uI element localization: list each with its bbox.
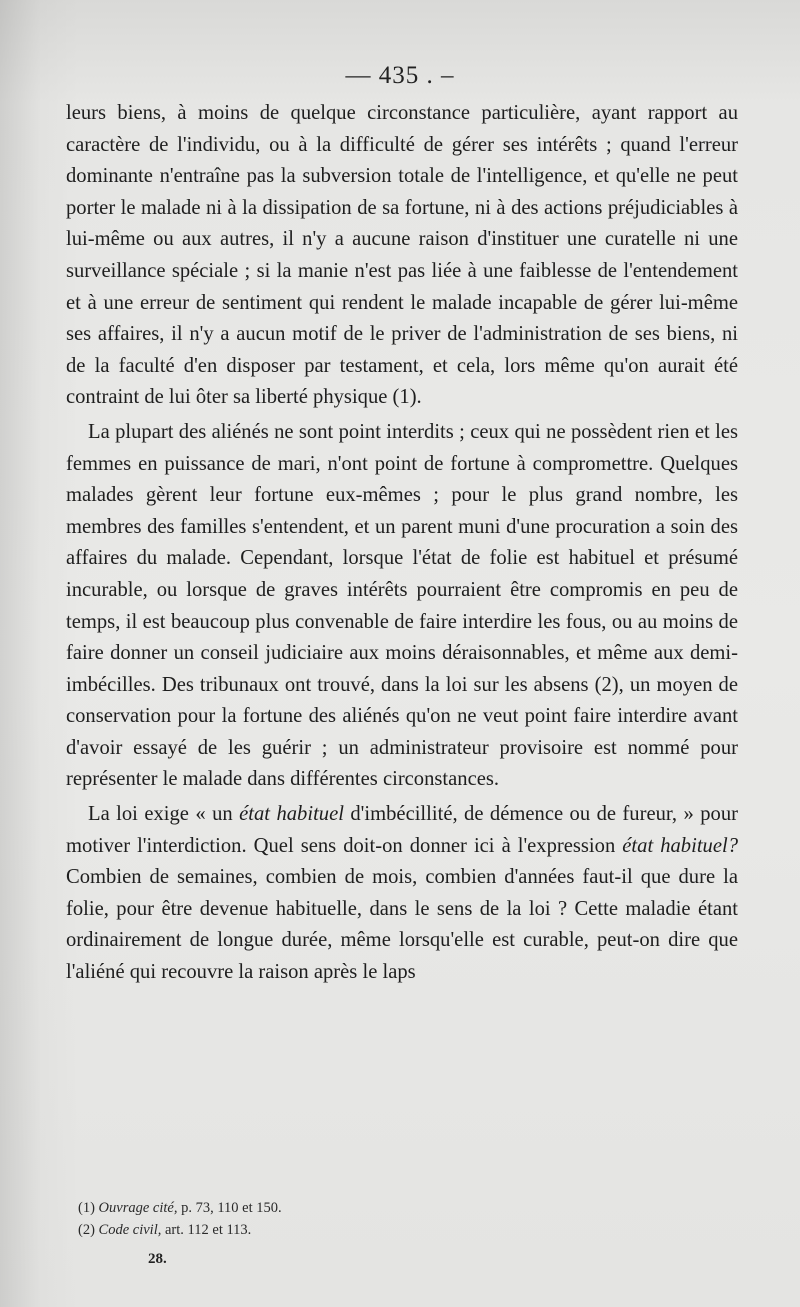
paragraph-3-text-end: Combien de semaines, combien de mois, combien d'années faut-il que dure la folie, pour être devenue habituelle, dans le sens de la loi ? Cette maladie étant ordinairement de longue durée, même lorsqu'elle est curable, peut-on dire que l'aliéné qui recouvre la raison après le laps [66, 866, 738, 984]
paragraph-1-text: leurs biens, à moins de quelque circonstance particulière, ayant rapport au caractère de l'individu, ou à la difficulté de gérer ses intérêts ; quand l'erreur dominante n'entraîne pas la subversion totale de l'intelligence, et qu'elle ne peut porter le malade ni à la dissipation de sa fortune, ni à des actions préjudiciables à lui-même ou aux autres, il n'y a aucune raison d'instituer une curatelle ni une surveillance spéciale ; si la manie n'est pas liée à une faiblesse de l'entendement et à une erreur de sentiment qui rendent le malade incapable de gérer lui-même ses affaires, il n'y a aucun motif de le priver de l'administration de ses biens, ni de la faculté d'en disposer par testament, et cela, lors même qu'on aurait été contraint de lui ôter sa liberté physique (1). [66, 102, 738, 409]
footnote-1-mark: (1) [78, 1200, 95, 1216]
footnote-1 [78, 1197, 578, 1219]
footnote-1-ref: p. 73, 110 et 150. [181, 1200, 282, 1216]
paragraph-2-text: La plupart des aliénés ne sont point interdits ; ceux qui ne possèdent rien et les femmes en puissance de mari, n'ont point de fortune à compromettre. Quelques malades gèrent leur fortune eux-mêmes ; pour le plus grand nombre, les membres des familles s'entendent, et un parent muni d'une procuration a soin des affaires du malade. Cependant, lorsque l'état de folie est habituel et présumé incurable, ou lorsque de graves intérêts pourraient être compromis en peu de temps, il est beaucoup plus convenable de faire interdire les fous, ou au moins de faire donner un conseil judiciaire aux moins déraisonnables, et même aux demi-imbécilles. Des tribunaux ont trouvé, dans la loi sur les absens (2), un moyen de conservation pour la fortune des aliénés qu'on ne veut point faire interdire avant d'avoir essayé de les guérir ; un administrateur provisoire est nommé pour représenter le malade dans différentes circonstances. [66, 420, 738, 791]
printer-signature: 28. [148, 1251, 167, 1267]
footnotes [78, 1197, 578, 1241]
emphasis-etat-habituel: état habituel [239, 803, 344, 826]
body-text [66, 98, 738, 989]
footnote-2-ref: art. 112 et 113. [165, 1222, 252, 1238]
paragraph-1 [66, 98, 738, 414]
footnote-2-mark: (2) [78, 1222, 95, 1238]
page-number: — 435 . – [345, 62, 455, 89]
paragraph-3 [66, 799, 738, 989]
paragraph-3-text-start: La loi exige « un [88, 803, 240, 826]
footnote-1-work: Ouvrage cité, [98, 1200, 178, 1216]
footnote-2-work: Code civil, [98, 1222, 162, 1238]
emphasis-etat-habituel-question: état habituel? [622, 834, 739, 857]
paragraph-2 [66, 417, 738, 796]
footnote-2 [78, 1219, 578, 1241]
paragraph-3-text-middle: d'imbécillité, de démence ou de fureur, » pour motiver l'interdiction. Quel sens doit-on donner ici à l'expression [66, 803, 738, 857]
